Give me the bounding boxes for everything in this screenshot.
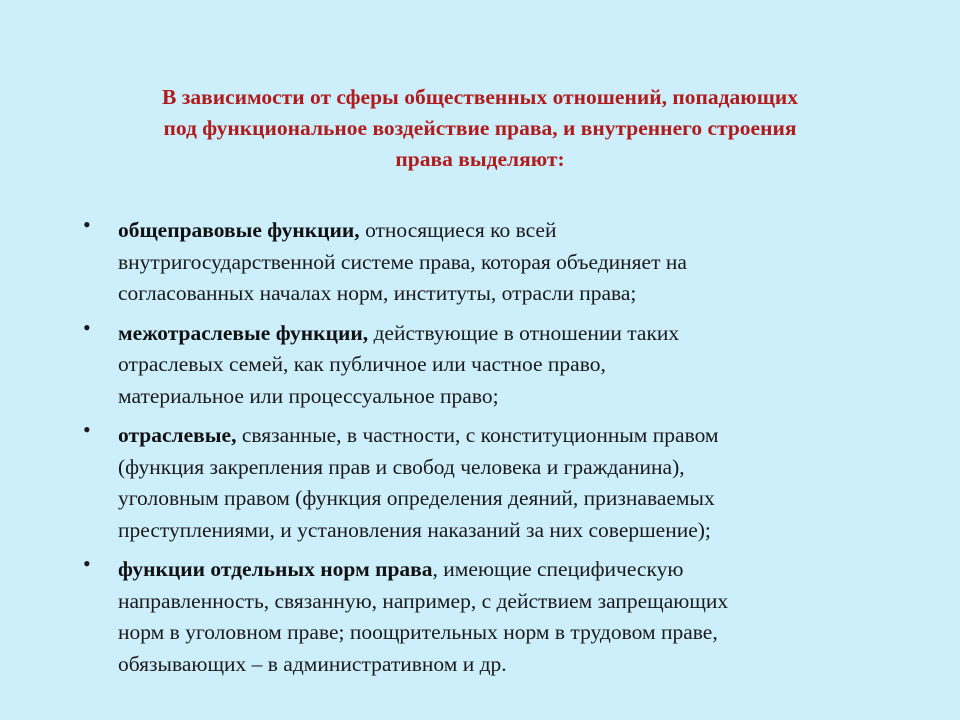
item-line: материальное или процессуальное право;: [118, 383, 499, 408]
bullet-icon: •: [83, 551, 91, 576]
list-item: [83, 314, 903, 413]
item-line: [118, 554, 903, 586]
item-line: согласованных началах норм, институты, отрасли права;: [118, 281, 637, 305]
title-line: под функциональное воздействие права, и внутреннего строения: [163, 116, 797, 140]
slide-title: [60, 82, 900, 175]
item-term: общеправовые функции,: [118, 218, 360, 242]
item-line: отраслевых семей, как публичное или частное право,: [118, 352, 606, 376]
item-line: [118, 215, 903, 247]
list-item: [83, 417, 903, 546]
item-text: относящиеся ко всей: [359, 218, 557, 242]
item-term: отраслевые,: [118, 423, 237, 447]
item-line: уголовным правом (функция определения деяний, признаваемых: [118, 486, 715, 510]
title-line: права выделяют:: [395, 147, 565, 171]
item-line: [118, 318, 903, 350]
item-line: преступлениями, и установления наказаний за них совершение);: [118, 517, 711, 542]
bullet-icon: •: [83, 417, 91, 442]
list-item: [83, 212, 903, 310]
item-term: функции отдельных норм права: [118, 557, 433, 581]
item-term: межотраслевые функции,: [118, 320, 369, 345]
item-line: направленность, связанную, например, с действием запрещающих: [118, 588, 729, 613]
item-line: [118, 420, 903, 452]
item-text: связанные, в частности, с конституционным правом: [236, 423, 719, 447]
item-line: (функция закрепления прав и свобод человека и гражданина),: [118, 454, 685, 479]
item-line: норм в уголовном праве; поощрительных норм в трудовом праве,: [118, 620, 718, 644]
item-text: , имеющие специфическую: [432, 557, 684, 581]
item-line: внутригосударственной системе права, которая объединяет на: [118, 249, 687, 274]
bullet-icon: •: [83, 212, 91, 237]
title-line: В зависимости от сферы общественных отношений, попадающих: [161, 85, 798, 109]
bullet-list: [83, 212, 903, 688]
list-item: [83, 551, 903, 680]
bullet-icon: •: [83, 314, 91, 340]
item-text: действующие в отношении таких: [368, 320, 680, 345]
item-line: обязывающих – в административном и др.: [118, 651, 507, 676]
